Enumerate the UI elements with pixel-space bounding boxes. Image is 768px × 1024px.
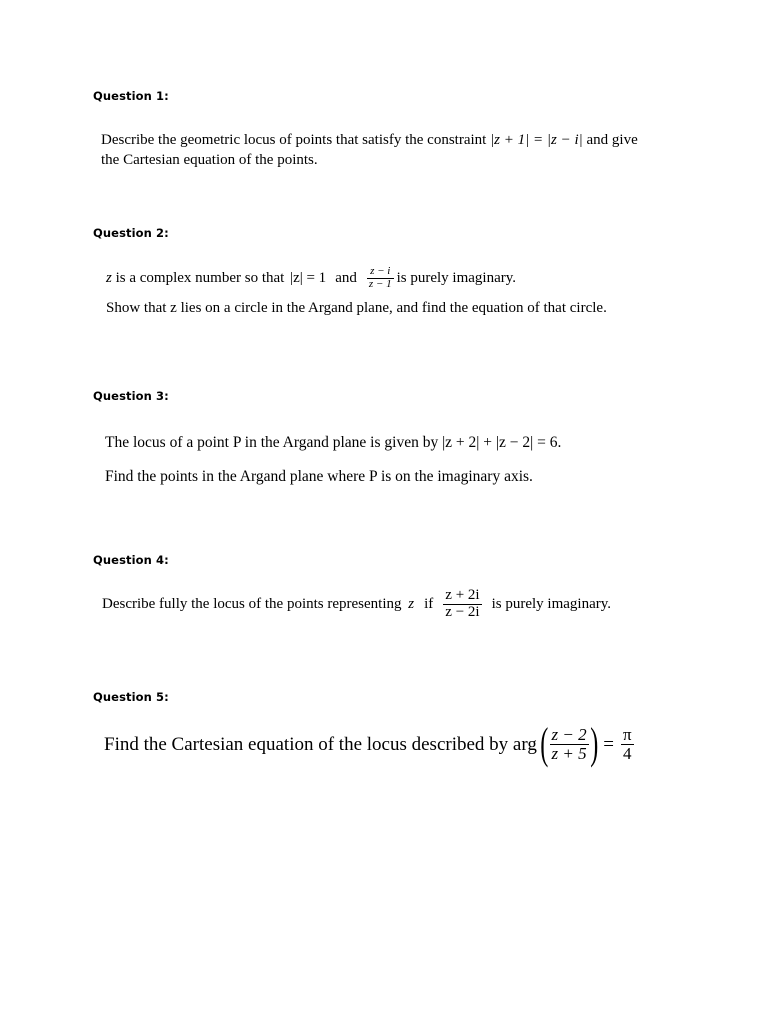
left-parenthesis: ( [540, 719, 549, 768]
question-2-line-2: Show that z lies on a circle in the Argand plane, and find the equation of that circle. [106, 300, 607, 316]
question-5-fraction-denominator: z + 5 [551, 743, 587, 763]
question-5-rhs-fraction [621, 726, 634, 763]
question-1-text-end: and give [582, 132, 638, 148]
question-3-equation: |z + 2| + |z − 2| = 6. [442, 434, 562, 451]
question-4-fraction [443, 588, 481, 621]
question-4-text-end: is purely imaginary. [491, 595, 611, 612]
question-3-text: The locus of a point P in the Argand plane is given by [105, 434, 443, 451]
right-parenthesis: ) [589, 719, 598, 768]
question-5-equals: = [603, 733, 614, 755]
question-4-if: if [424, 595, 434, 612]
question-2-line-1 [106, 262, 516, 294]
question-2-heading: Question 2: [93, 226, 169, 240]
question-1-heading: Question 1: [93, 89, 169, 103]
question-5-rhs-numerator: π [622, 724, 632, 744]
question-4-heading: Question 4: [93, 553, 169, 567]
question-1-text: Describe the geometric locus of points that satisfy the constraint [101, 132, 491, 148]
question-2-fraction [367, 266, 394, 290]
question-2-variable: z [106, 269, 112, 286]
question-5-fraction-numerator: z − 2 [551, 724, 587, 744]
question-5-heading: Question 5: [93, 690, 169, 704]
question-2-fraction-numerator: z − i [367, 266, 394, 279]
question-2-fraction-denominator: z − 1 [368, 277, 392, 290]
question-1-line-1 [101, 133, 638, 148]
question-3-line-2: Find the points in the Argand plane where P is on the imaginary axis. [105, 468, 533, 485]
question-4-variable: z [408, 595, 415, 612]
question-2-text-end: is purely imaginary. [396, 269, 516, 286]
question-5-line-1 [104, 718, 637, 770]
question-2-modulus: |z| = 1 [290, 269, 327, 286]
question-5-fraction [550, 726, 589, 763]
question-3-heading: Question 3: [93, 389, 169, 403]
question-2-and: and [335, 269, 357, 286]
question-4-fraction-numerator: z + 2i [445, 586, 480, 603]
question-2-text: is a complex number so that [111, 269, 289, 286]
question-4-line-1 [102, 582, 611, 626]
question-5-text: Find the Cartesian equation of the locus described by arg [104, 733, 537, 755]
question-3-line-1 [105, 435, 561, 451]
question-4-fraction-denominator: z − 2i [445, 603, 480, 620]
question-4-text: Describe fully the locus of the points representing [102, 595, 406, 612]
question-1-equation: |z + 1| = |z − i| [490, 132, 583, 148]
question-5-rhs-denominator: 4 [623, 743, 632, 763]
question-1-line-2: the Cartesian equation of the points. [101, 152, 318, 168]
